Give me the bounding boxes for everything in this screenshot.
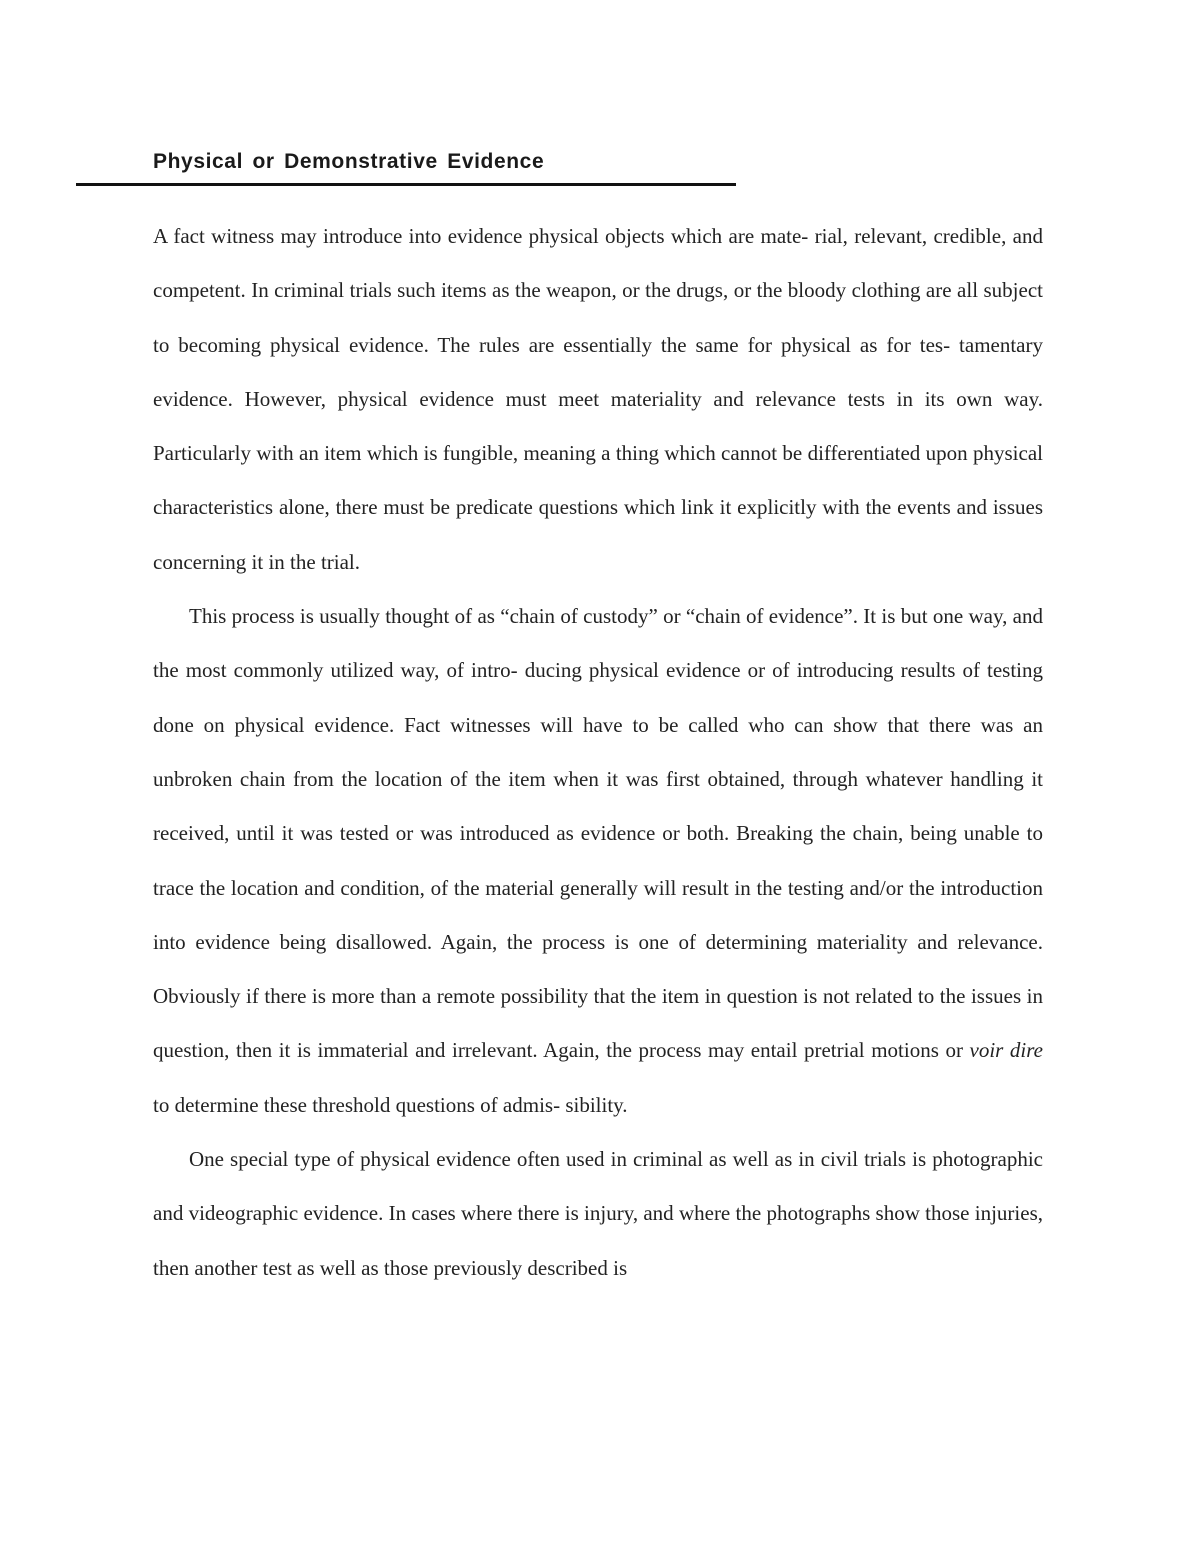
body-text	[153, 209, 1043, 1295]
paragraph-2-text: This process is usually thought of as “chain of custody” or “chain of evidence”. It is but one way, and the most commonly utilized way, of intro- ducing physical evidence or of introducing results of testing done on physical evidence. Fact witnesses will have to be called who can show that there was an unbroken chain from the location of the item when it was first obtained, through whatever handling it received, until it was tested or was introduced as evidence or both. Breaking the chain, being unable to trace the location and condition, of the material generally will result in the testing and/or the introduction into evidence being disallowed. Again, the process is one of determining materiality and relevance. Obviously if there is more than a remote possibility that the item in question is not related to the issues in question, then it is immaterial and irrelevant. Again, the process may entail pretrial motions or	[153, 604, 1043, 1063]
paragraph-3: One special type of physical evidence often used in criminal as well as in civil trials is photographic and videographic evidence. In cases where there is injury, and where the photographs show those injuries, then another test as well as those previously described is	[153, 1147, 1043, 1280]
paragraph-2	[153, 589, 1043, 1132]
heading-underline	[76, 183, 736, 186]
italic-term: voir dire	[969, 1038, 1043, 1063]
section-heading: Physical or Demonstrative Evidence	[153, 150, 545, 173]
paragraph-2-tail: to determine these threshold questions of admis- sibility.	[153, 1092, 628, 1117]
paragraph-1: A fact witness may introduce into evidence physical objects which are mate- rial, relevant, credible, and competent. In criminal trials such items as the weapon, or the drugs, or the bloody clothing are all subject to becoming physical evidence. The rules are essentially the same for physical as for tes- tamentary evidence. However, physical evidence must meet materiality and relevance tests in its own way. Particularly with an item which is fungible, meaning a thing which cannot be differentiated upon physical characteristics alone, there must be predicate questions which link it explicitly with the events and issues concerning it in the trial.	[153, 224, 1043, 574]
